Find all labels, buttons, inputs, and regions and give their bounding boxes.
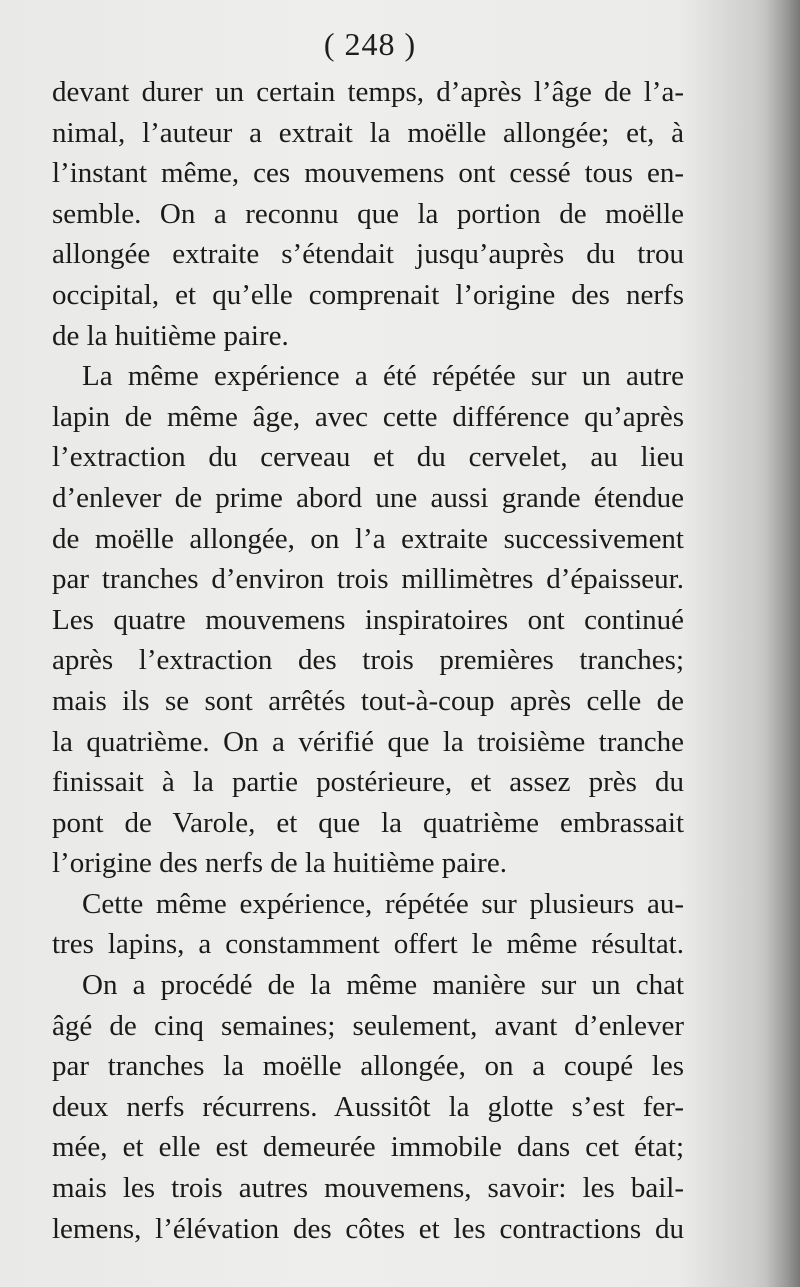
text-line: l’origine des nerfs de la huitième paire.: [52, 847, 507, 880]
page-number: ( 248 ): [323, 26, 417, 62]
text-line: la quatrième. On a vérifié que la troisième tranche: [52, 725, 684, 758]
text-line: finissait à la partie postérieure, et assez près du: [52, 766, 684, 799]
text-line: devant durer un certain temps, d’après l’âge de l’a-: [52, 76, 684, 108]
text-line: pont de Varole, et que la quatrième embrassait: [52, 806, 684, 839]
text-line: deux nerfs récurrens. Aussitôt la glotte s’est fer-: [52, 1090, 684, 1123]
text-line: de moëlle allongée, on l’a extraite successivement: [52, 522, 684, 555]
text-line: mée, et elle est demeurée immobile dans cet état;: [52, 1131, 684, 1164]
text-line: Les quatre mouvemens inspiratoires ont continué: [52, 603, 684, 636]
text-line: nimal, l’auteur a extrait la moëlle allongée; et, à: [52, 116, 684, 149]
text-line: de la huitième paire.: [52, 319, 289, 352]
body-text: [52, 72, 684, 1249]
text-line: allongée extraite s’étendait jusqu’auprès du trou: [52, 238, 684, 271]
paragraph-start-line: La même expérience a été répétée sur un autre: [82, 360, 684, 393]
text-line: l’instant même, ces mouvemens ont cessé tous en-: [52, 157, 684, 190]
text-line: occipital, et qu’elle comprenait l’origine des nerfs: [52, 278, 684, 311]
text-line: après l’extraction des trois premières tranches;: [52, 644, 684, 677]
text-line: mais ils se sont arrêtés tout-à-coup après celle de: [52, 684, 684, 717]
page-spine-shadow: [766, 0, 800, 1287]
text-line: mais les trois autres mouvemens, savoir: les bail-: [52, 1172, 684, 1205]
text-line: lemens, l’élévation des côtes et les contractions du: [52, 1212, 684, 1245]
paragraph-start-line: On a procédé de la même manière sur un chat: [82, 969, 684, 1002]
text-line: tres lapins, a constamment offert le même résultat.: [52, 928, 684, 961]
paragraph-start-line: Cette même expérience, répétée sur plusieurs au-: [82, 887, 684, 920]
text-line: semble. On a reconnu que la portion de moëlle: [52, 197, 684, 230]
text-line: âgé de cinq semaines; seulement, avant d’enlever: [52, 1009, 684, 1042]
text-line: lapin de même âge, avec cette différence qu’après: [52, 400, 684, 433]
text-line: par tranches la moëlle allongée, on a coupé les: [52, 1050, 684, 1083]
text-line: l’extraction du cerveau et du cervelet, au lieu: [52, 441, 684, 474]
text-line: d’enlever de prime abord une aussi grande étendue: [52, 481, 684, 514]
text-line: par tranches d’environ trois millimètres d’épaisseur.: [52, 563, 684, 596]
